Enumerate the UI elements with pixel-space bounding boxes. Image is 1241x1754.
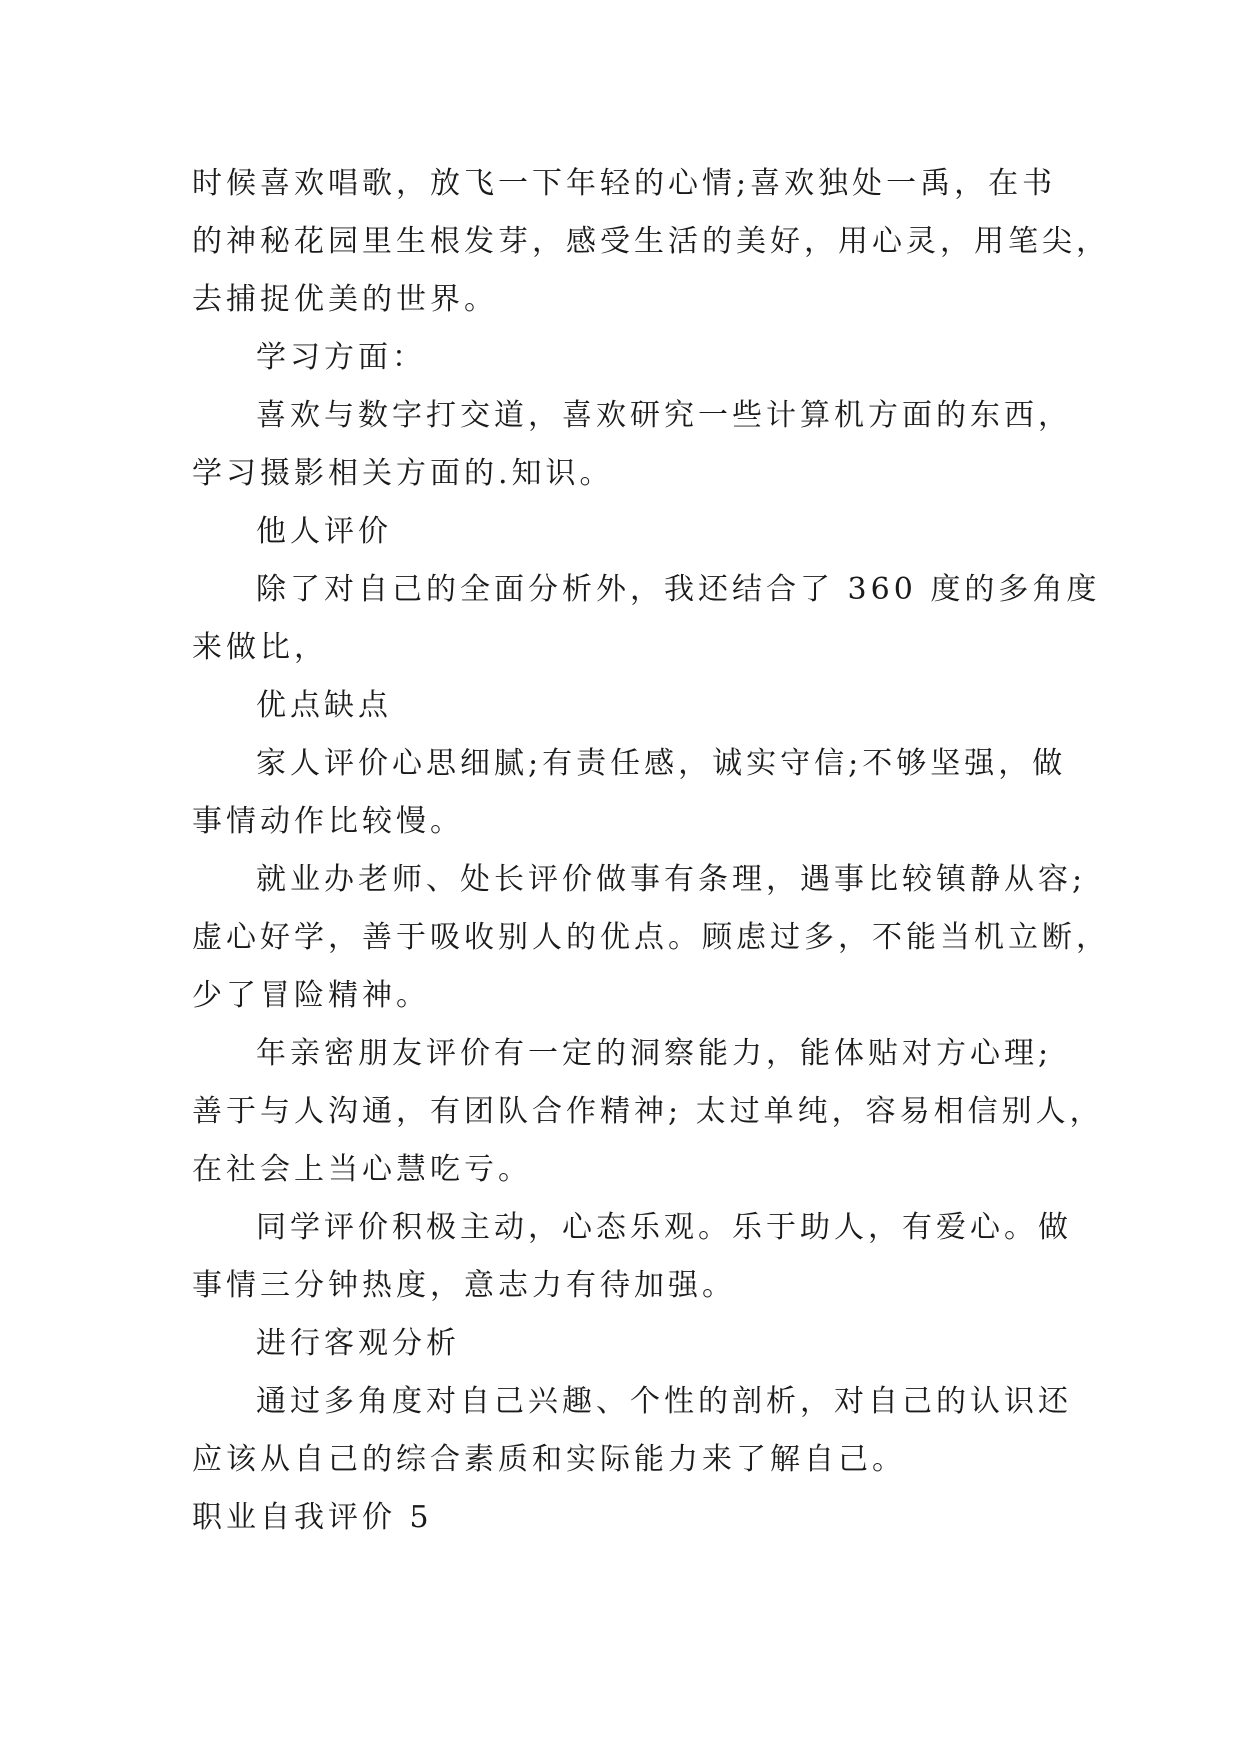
section-heading-objective-analysis: 进行客观分析	[256, 1326, 460, 1361]
text-line-2: 的神秘花园里生根发芽，感受生活的美好，用心灵，用笔尖，	[192, 224, 1110, 259]
text-line-23: 应该从自己的综合素质和实际能力来了解自己。	[192, 1442, 906, 1477]
text-line-22: 通过多角度对自己兴趣、个性的剖析，对自己的认识还	[256, 1384, 1072, 1419]
text-line-1: 时候喜欢唱歌，放飞一下年轻的心情;喜欢独处一禹，在书	[192, 166, 1057, 201]
text-line-18: 在社会上当心慧吃亏。	[192, 1152, 532, 1187]
text-line-9: 来做比，	[192, 630, 328, 665]
text-line-14: 虚心好学，善于吸收别人的优点。顾虑过多，不能当机立断，	[192, 920, 1110, 955]
text-line-16: 年亲密朋友评价有一定的洞察能力，能体贴对方心理;	[256, 1036, 1053, 1071]
text-line-20: 事情三分钟热度，意志力有待加强。	[192, 1268, 736, 1303]
document-page	[192, 155, 1110, 1547]
text-line-11: 家人评价心思细腻;有责任感，诚实守信;不够坚强，做	[256, 746, 1067, 781]
text-line-6: 学习摄影相关方面的.知识。	[192, 456, 614, 491]
section-heading-pros-cons: 优点缺点	[256, 688, 392, 723]
section-heading-study: 学习方面：	[256, 340, 426, 375]
text-line-12: 事情动作比较慢。	[192, 804, 464, 839]
text-line-5: 喜欢与数字打交道，喜欢研究一些计算机方面的东西，	[256, 398, 1072, 433]
text-line-19: 同学评价积极主动，心态乐观。乐于助人，有爱心。做	[256, 1210, 1072, 1245]
text-line-15: 少了冒险精神。	[192, 978, 430, 1013]
text-line-3: 去捕捉优美的世界。	[192, 282, 498, 317]
text-line-17: 善于与人沟通，有团队合作精神; 太过单纯，容易相信别人，	[192, 1094, 1104, 1129]
section-title-career-self-evaluation: 职业自我评价 5	[192, 1500, 433, 1535]
section-heading-others-evaluation: 他人评价	[256, 514, 392, 549]
text-line-13: 就业办老师、处长评价做事有条理，遇事比较镇静从容;	[256, 862, 1087, 897]
text-line-8: 除了对自己的全面分析外，我还结合了 360 度的多角度	[256, 572, 1101, 607]
